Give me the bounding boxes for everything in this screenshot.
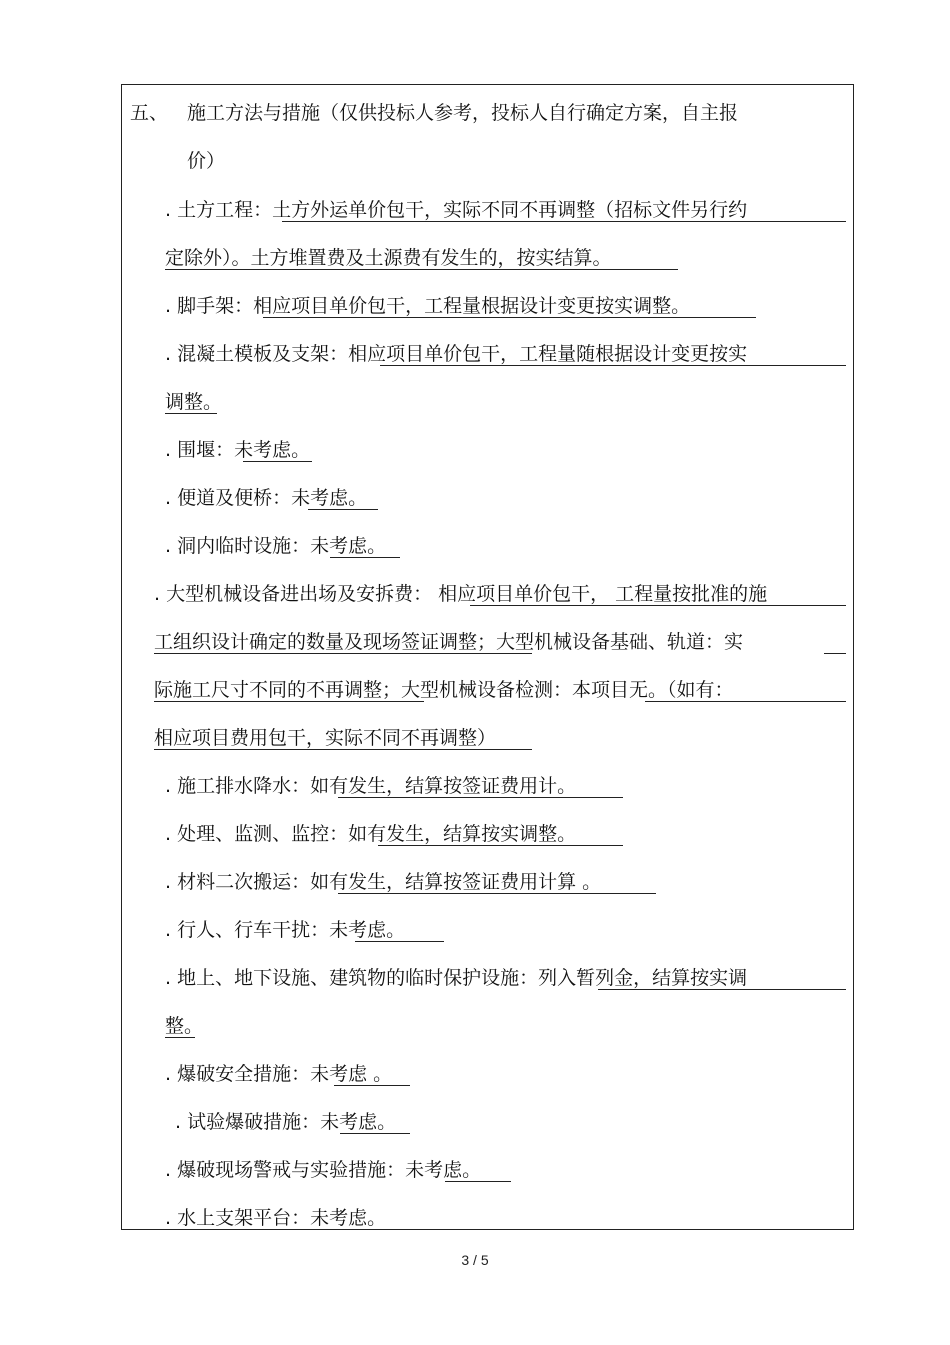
section-number: 五、	[130, 102, 169, 124]
item-formwork-line1: . 混凝土模板及支架：相应项目单价包干，工程量随根据设计变更按实	[165, 343, 748, 365]
underline	[263, 317, 756, 318]
underline	[165, 1037, 195, 1038]
underline	[334, 1085, 410, 1086]
underline	[330, 1229, 400, 1230]
item-blast-warning: . 爆破现场警戒与实验措施：未考虑。	[165, 1159, 482, 1181]
item-traffic: . 行人、行车干扰：未考虑。	[165, 919, 406, 941]
item-water-platform: . 水上支架平台：未考虑。	[165, 1207, 387, 1229]
item-earthwork-line2: 定除外）。土方堆置费及土源费有发生的，按实结算。	[165, 247, 612, 269]
underline	[154, 653, 532, 654]
underline	[340, 1133, 410, 1134]
item-scaffold: . 脚手架：相应项目单价包干，工程量根据设计变更按实调整。	[165, 295, 691, 317]
underline	[338, 893, 656, 894]
underline	[824, 653, 846, 654]
underline	[282, 221, 846, 222]
underline	[165, 413, 217, 414]
item-material-move: . 材料二次搬运：如有发生，结算按签证费用计算 。	[165, 871, 602, 893]
underline	[470, 605, 846, 606]
underline	[154, 749, 532, 750]
underline	[154, 701, 424, 702]
item-protection-line2: 整。	[165, 1015, 204, 1037]
underline	[338, 797, 623, 798]
item-tunnel-temp: . 洞内临时设施：未考虑。	[165, 535, 387, 557]
page-number: 3 / 5	[461, 1252, 489, 1268]
underline	[380, 365, 846, 366]
underline	[308, 509, 378, 510]
section-title-line1: 施工方法与措施（仅供投标人参考，投标人自行确定方案，自主报	[187, 102, 739, 124]
underline	[355, 941, 444, 942]
item-monitoring: . 处理、监测、监控：如有发生，结算按实调整。	[165, 823, 577, 845]
underline	[330, 557, 400, 558]
underline	[598, 989, 846, 990]
item-drainage: . 施工排水降水：如有发生，结算按签证费用计。	[165, 775, 577, 797]
item-earthwork-line1: . 土方工程：土方外运单价包干，实际不同不再调整（招标文件另行约	[165, 199, 748, 221]
item-formwork-line2: 调整。	[165, 391, 223, 413]
item-machinery-line2: 工组织设计确定的数量及现场签证调整；大型机械设备基础、轨道：实	[154, 631, 744, 653]
item-machinery-line1: . 大型机械设备进出场及安拆费： 相应项目单价包干， 工程量按批准的施	[154, 583, 768, 605]
item-machinery-line3: 际施工尺寸不同的不再调整；大型机械设备检测：本项目无。（如有：	[154, 679, 734, 701]
underline	[378, 845, 623, 846]
underline	[165, 269, 678, 270]
item-cofferdam: . 围堰：未考虑。	[165, 439, 311, 461]
item-trial-blast: . 试验爆破措施：未考虑。	[175, 1111, 397, 1133]
underline	[445, 1181, 511, 1182]
item-protection-line1: . 地上、地下设施、建筑物的临时保护设施：列入暂列金，结算按实调	[165, 967, 748, 989]
item-machinery-line4: 相应项目费用包干，实际不同不再调整）	[154, 727, 497, 749]
item-access-road: . 便道及便桥：未考虑。	[165, 487, 368, 509]
underline	[645, 701, 846, 702]
item-blast-safety: . 爆破安全措施：未考虑 。	[165, 1063, 393, 1085]
underline	[243, 461, 312, 462]
section-title-line2: 价）	[187, 150, 226, 172]
